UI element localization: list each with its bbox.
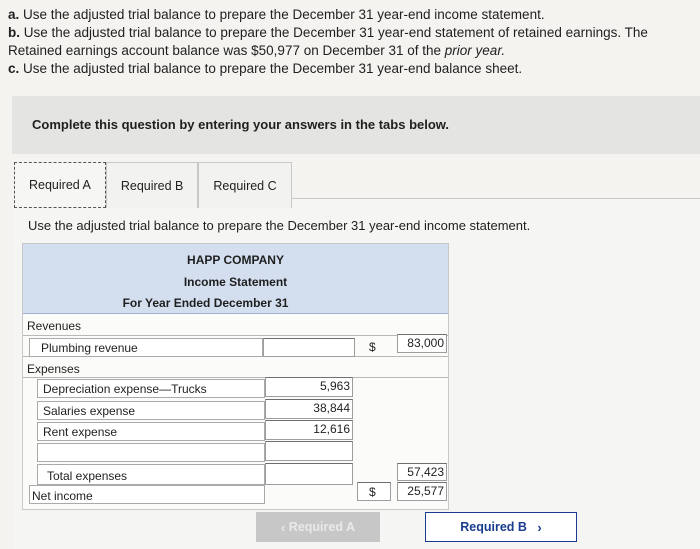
expense-amount-field[interactable]: 12,616 — [265, 420, 353, 440]
tab-bar — [14, 162, 292, 208]
revenue-item-label: Plumbing revenue — [41, 341, 138, 355]
statement-title: Income Statement — [183, 275, 288, 289]
expense-item-label: Depreciation expense—Trucks — [43, 382, 207, 396]
instruction-a: a. Use the adjusted trial balance to prepare the December 31 year-end income statement. — [8, 7, 545, 22]
prev-required-a-button[interactable]: ‹ Required A — [256, 512, 380, 542]
chevron-left-icon: ‹ — [280, 519, 286, 535]
net-income-label: Net income — [32, 489, 93, 503]
total-expenses-label: Total expenses — [47, 469, 128, 483]
revenue-amount-field[interactable] — [263, 338, 355, 357]
statement-period: For Year Ended December 31 — [122, 296, 289, 310]
revenues-label: Revenues — [27, 319, 82, 333]
company-name: HAPP COMPANY — [187, 253, 284, 267]
expense-item-label: Salaries expense — [43, 404, 136, 418]
expense-amount-field[interactable]: 38,844 — [265, 399, 353, 419]
expense-amount-field[interactable]: 5,963 — [265, 377, 353, 397]
statement-header — [23, 244, 448, 314]
banner-text: Complete this question by entering your answers in the tabs below. — [32, 117, 450, 132]
instruction-b: b. Use the adjusted trial balance to prepare the December 31 year-end statement of retained earnings. The Retained earnings account balance was $50,977 on December 31 of the prior year. — [8, 25, 648, 58]
tab-required-b[interactable]: Required B — [106, 162, 199, 208]
net-income-dollar-sign: $ — [369, 485, 376, 499]
expenses-label: Expenses — [27, 362, 80, 376]
instructions — [8, 6, 698, 78]
instruction-banner — [12, 96, 700, 154]
expense-item-field[interactable] — [37, 443, 265, 462]
instruction-c: c. Use the adjusted trial balance to prepare the December 31 year-end balance sheet. — [8, 61, 523, 76]
tab-prompt: Use the adjusted trial balance to prepare the December 31 year-end income statement. — [28, 218, 531, 233]
next-required-b-button[interactable]: Required B › — [425, 512, 577, 542]
expense-item-label: Rent expense — [43, 425, 118, 439]
revenue-dollar-sign: $ — [369, 340, 376, 354]
total-expenses-subtotal-field[interactable] — [265, 463, 353, 485]
tab-required-c[interactable]: Required C — [198, 162, 291, 208]
tab-required-a[interactable]: Required A — [14, 162, 106, 208]
income-statement — [22, 243, 449, 510]
revenue-total-field[interactable]: 83,000 — [397, 334, 447, 353]
expense-amount-field[interactable] — [265, 441, 353, 461]
total-expenses-amount[interactable]: 57,423 — [397, 463, 447, 481]
net-income-amount[interactable]: 25,577 — [397, 482, 447, 501]
chevron-right-icon: › — [537, 519, 542, 535]
